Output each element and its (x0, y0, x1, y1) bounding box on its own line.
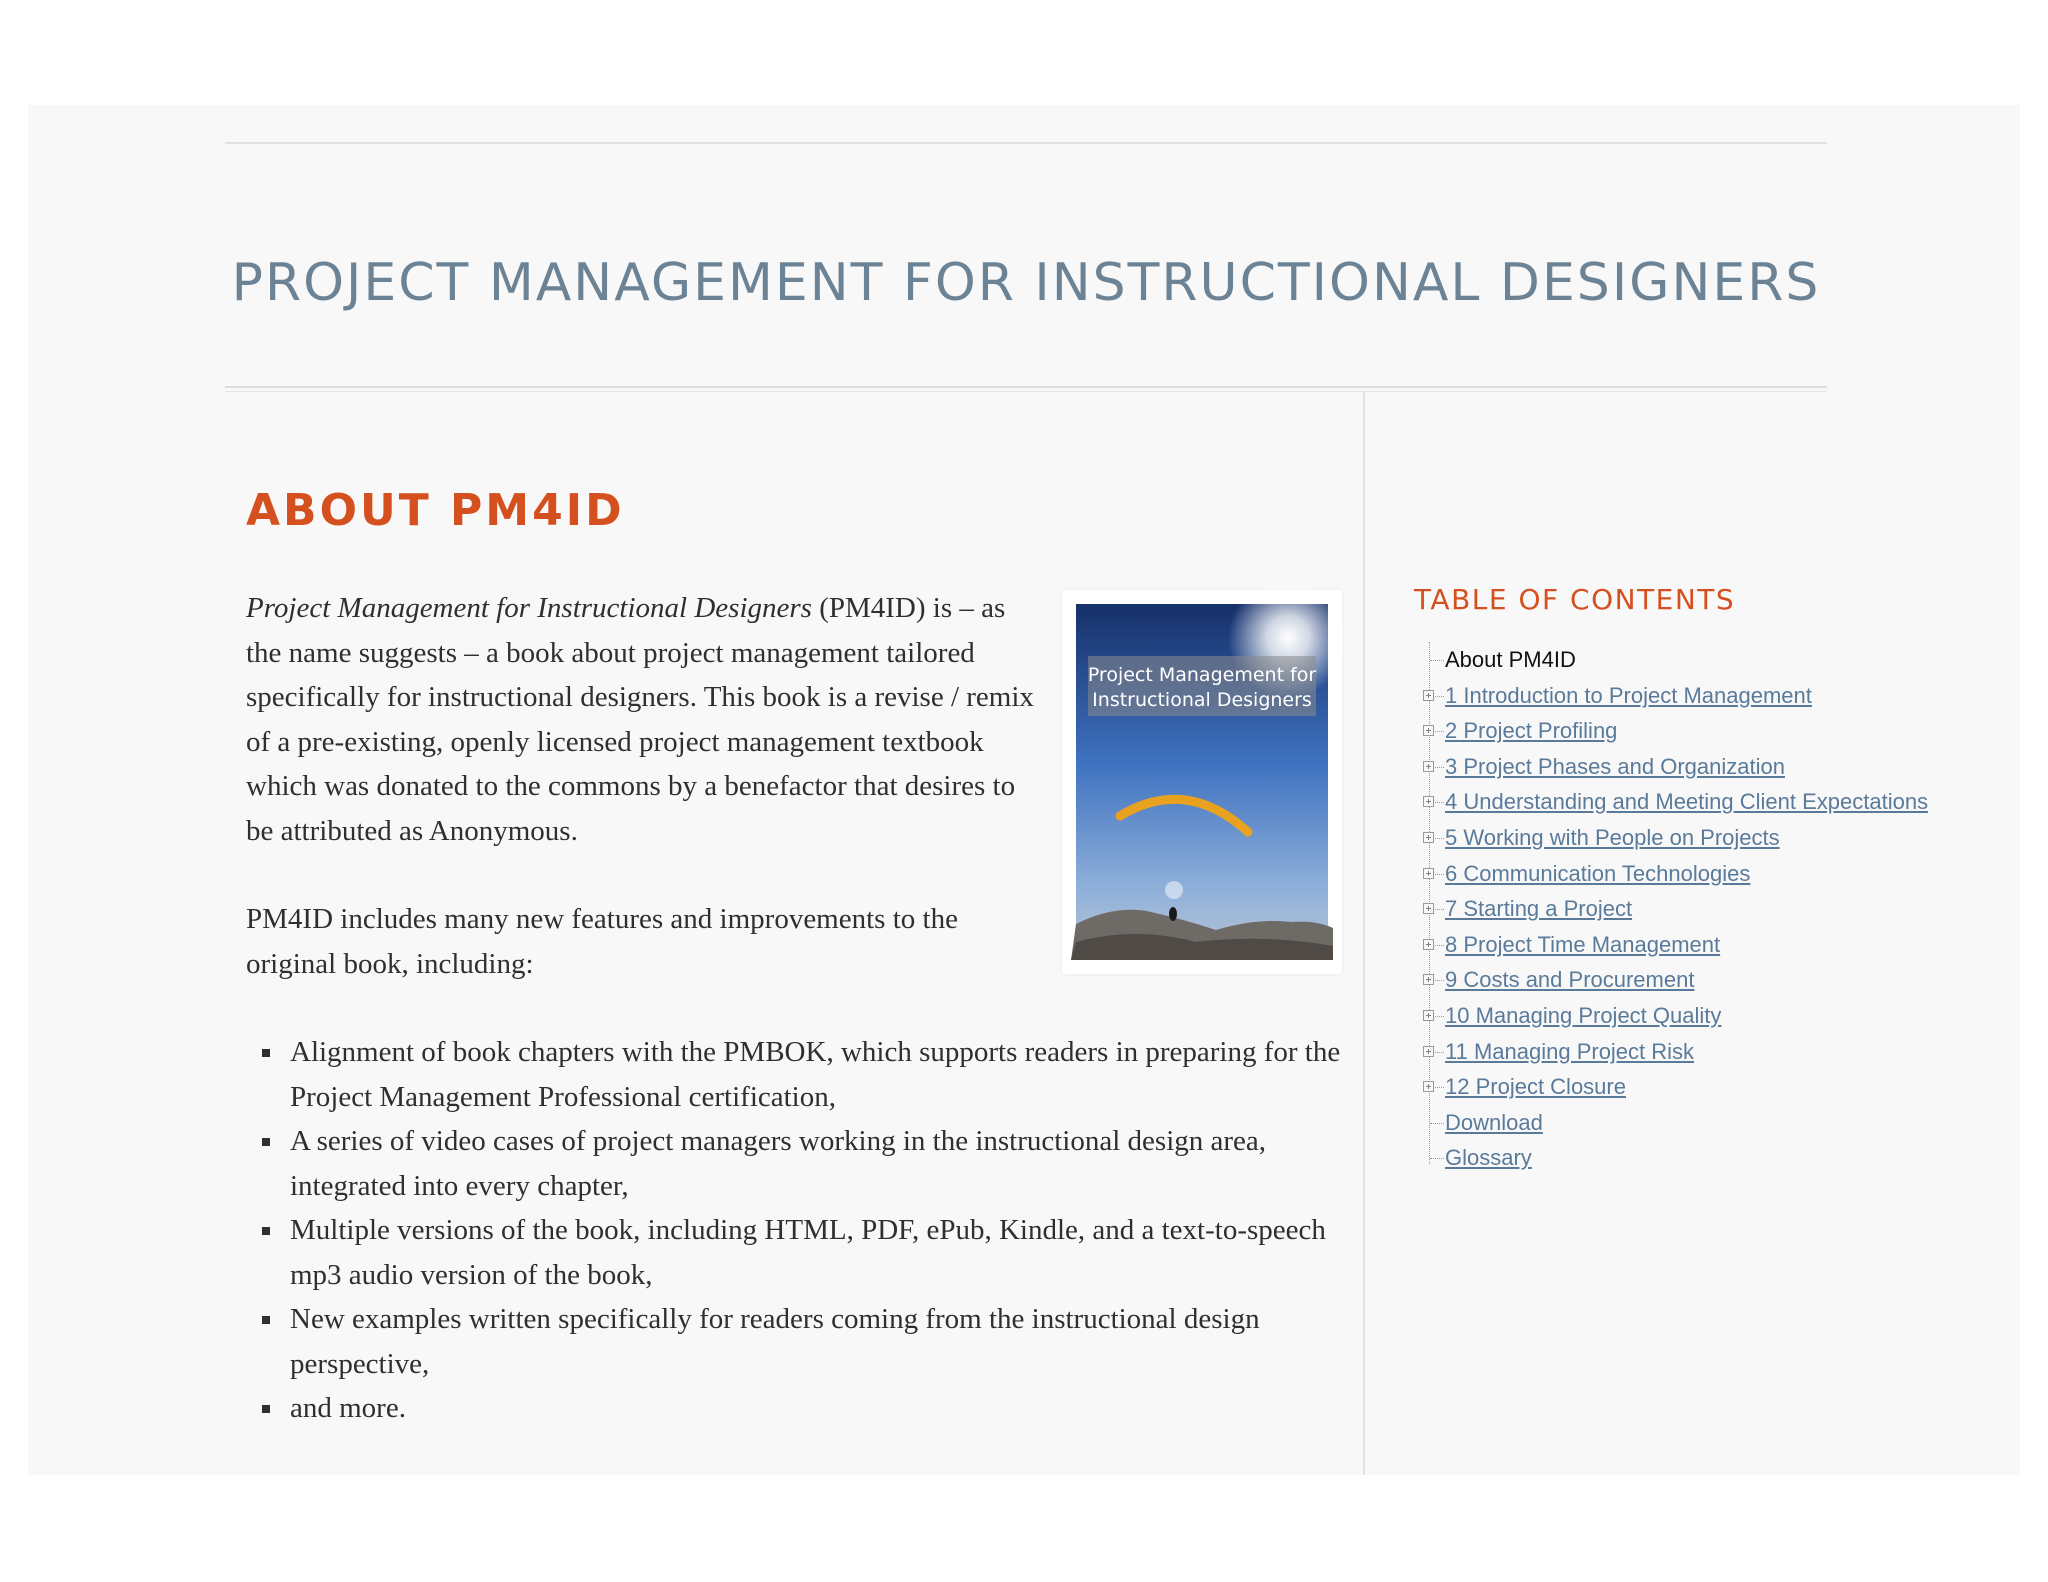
list-item: A series of video cases of project managers working in the instructional design area, integrated into every chapter, (290, 1119, 1352, 1208)
page-heading: ABOUT PM4ID (246, 485, 625, 536)
toc-link[interactable]: 5 Working with People on Projects (1445, 824, 1780, 850)
page-container (28, 105, 2020, 1475)
toc-link[interactable]: 2 Project Profiling (1445, 718, 1618, 744)
toc-item-chapter-1[interactable] (1414, 678, 1834, 714)
toc-link[interactable]: 3 Project Phases and Organization (1445, 753, 1785, 779)
toc-link[interactable]: 1 Introduction to Project Management (1445, 682, 1812, 708)
expand-plus-icon[interactable] (1423, 796, 1434, 807)
expand-plus-icon[interactable] (1423, 974, 1434, 985)
list-item: New examples written specifically for readers coming from the instructional design perspective, (290, 1297, 1352, 1386)
toc-item-chapter-2[interactable] (1414, 713, 1834, 749)
toc-item-chapter-7[interactable] (1414, 891, 1834, 927)
list-item: Alignment of book chapters with the PMBOK, which supports readers in preparing for the Project Management Professional certification, (290, 1030, 1352, 1119)
expand-plus-icon[interactable] (1423, 832, 1434, 843)
toc-item-about (1414, 642, 1834, 678)
article-body (246, 586, 1352, 1431)
expand-plus-icon[interactable] (1423, 939, 1434, 950)
toc-item-download[interactable] (1414, 1105, 1834, 1141)
tree-connector (1430, 660, 1444, 661)
book-title: Project Management for Instructional Designers (246, 592, 812, 624)
toc-current-label: About PM4ID (1445, 647, 1576, 672)
list-item: and more. (290, 1386, 1352, 1431)
feature-list (246, 1030, 1352, 1431)
expand-plus-icon[interactable] (1423, 690, 1434, 701)
toc-item-chapter-10[interactable] (1414, 998, 1834, 1034)
expand-plus-icon[interactable] (1423, 1010, 1434, 1021)
expand-plus-icon[interactable] (1423, 1081, 1434, 1092)
top-divider (225, 142, 1827, 144)
book-cover-image (1062, 590, 1342, 974)
main-content (246, 485, 1352, 1431)
toc-tree (1414, 642, 1929, 1176)
toc-item-chapter-8[interactable] (1414, 927, 1834, 963)
list-item: Multiple versions of the book, including HTML, PDF, ePub, Kindle, and a text-to-speech mp3 audio version of the book, (290, 1208, 1352, 1297)
cover-title-line1: Project Management for (1087, 664, 1317, 686)
toc-item-chapter-4[interactable] (1414, 784, 1929, 820)
toc-link[interactable]: 12 Project Closure (1445, 1074, 1626, 1100)
toc-item-chapter-5[interactable] (1414, 820, 1834, 856)
expand-plus-icon[interactable] (1423, 868, 1434, 879)
toc-heading: TABLE OF CONTENTS (1414, 583, 1736, 616)
site-title[interactable]: PROJECT MANAGEMENT FOR INSTRUCTIONAL DESIGNERS (231, 253, 1821, 313)
toc-item-chapter-12[interactable] (1414, 1069, 1834, 1105)
intro-text: (PM4ID) is – as the name suggests – a book about project management tailored specifically for instructional designers. This book is a revise / remix of a pre-existing, openly licensed project management textbook which was donated to the commons by a benefactor that desires to be attributed as Anonymous. (246, 592, 1034, 847)
sidebar-divider (1363, 392, 1365, 1475)
tree-connector (1430, 1123, 1444, 1124)
toc-link[interactable]: 11 Managing Project Risk (1445, 1038, 1695, 1064)
expand-plus-icon[interactable] (1423, 761, 1434, 772)
toc-item-glossary[interactable] (1414, 1140, 1834, 1176)
toc-link[interactable]: Download (1445, 1109, 1543, 1135)
expand-plus-icon[interactable] (1423, 903, 1434, 914)
table-of-contents (1414, 583, 1929, 1176)
toc-item-chapter-6[interactable] (1414, 856, 1834, 892)
features-intro: PM4ID includes many new features and improvements to the original book, including: (246, 903, 958, 980)
expand-plus-icon[interactable] (1423, 725, 1434, 736)
toc-link[interactable]: 9 Costs and Procurement (1445, 967, 1695, 993)
toc-link[interactable]: 10 Managing Project Quality (1445, 1002, 1722, 1028)
expand-plus-icon[interactable] (1423, 1046, 1434, 1057)
header-divider (225, 386, 1827, 392)
book-cover-illustration (1076, 604, 1328, 960)
toc-link[interactable]: 6 Communication Technologies (1445, 860, 1751, 886)
toc-link[interactable]: 8 Project Time Management (1445, 931, 1721, 957)
toc-link[interactable]: 7 Starting a Project (1445, 896, 1633, 922)
toc-link[interactable]: Glossary (1445, 1145, 1532, 1171)
toc-item-chapter-9[interactable] (1414, 962, 1834, 998)
cover-title-line2: Instructional Designers (1092, 689, 1312, 711)
tree-connector (1430, 1158, 1444, 1159)
toc-item-chapter-3[interactable] (1414, 749, 1834, 785)
toc-link[interactable]: 4 Understanding and Meeting Client Expectations (1445, 789, 1929, 815)
toc-item-chapter-11[interactable] (1414, 1034, 1834, 1070)
